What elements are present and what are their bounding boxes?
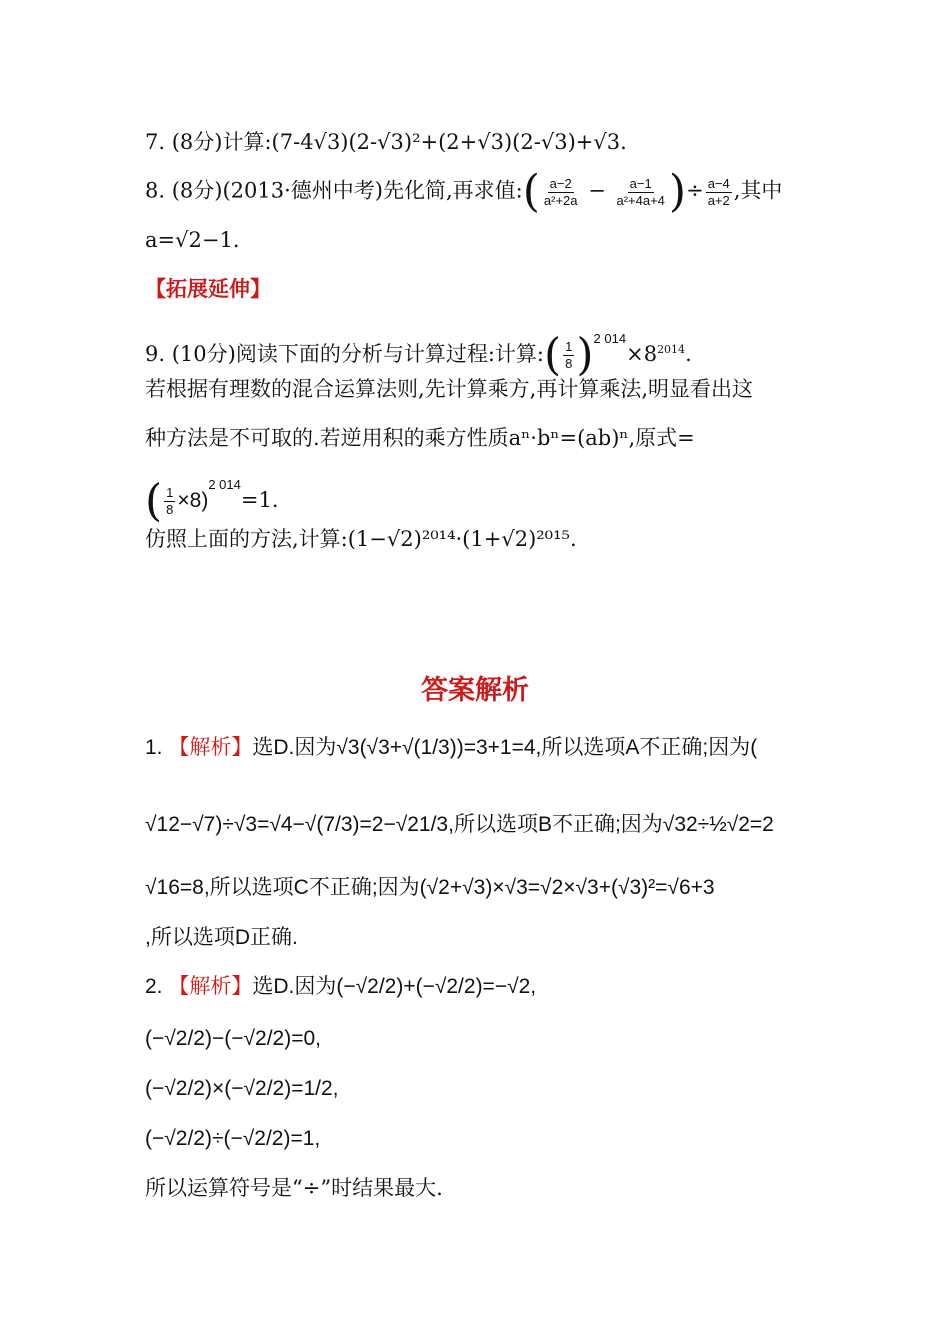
- answer-1-line-2: √12−√7)÷√3=√4−√(7/3)=2−√21/3,所以选项B不正确;因为√32÷½√2=2: [145, 813, 774, 836]
- question-8: 8. (8分)(2013·德州中考)先化简,再求值:( $\frac{a-2}{\text{a²+2a}}$ − $\frac{a-1}{\text{a²+4a+4}}$ )÷ $\frac{a-4}{a+2}$ ,其中: [145, 166, 783, 217]
- q9-line-2: 若根据有理数的混合运算法则,先计算乘方,再计算乘法,明显看出这: [145, 377, 754, 401]
- q8-condition: a=√2−1.: [145, 228, 240, 252]
- q8-fraction-2: $\frac{a-1}{\text{a²+4a+4}}$: [616, 175, 665, 208]
- question-7: [145, 127, 627, 157]
- answer-2-line-2: (−√2/2)−(−√2/2)=0,: [145, 1027, 321, 1050]
- q7-number: 7. (8分)计算:: [145, 130, 272, 154]
- answers-title: 答案解析: [421, 675, 529, 706]
- answer-2-line-4: (−√2/2)÷(−√2/2)=1,: [145, 1127, 321, 1150]
- q9-line-3: 种方法是不可取的.若逆用积的乘方性质aⁿ·bⁿ=(ab)ⁿ,原式=: [145, 426, 695, 450]
- q8-number: 8. (8分)(2013·德州中考)先化简,再求值:: [145, 178, 523, 203]
- answer-1-line-1: 1. 【解析】选D.因为√3(√3+√(1/3))=3+1=4,所以选项A不正确;因为(: [145, 736, 758, 759]
- q9-line-5: 仿照上面的方法,计算:(1−√2)²⁰¹⁴·(1+√2)²⁰¹⁵.: [145, 527, 577, 551]
- a1-number: 1.: [145, 736, 163, 759]
- answer-1-line-4: ,所以选项D正确.: [145, 926, 298, 949]
- q7-expression: (7-4√3)(2-√3)²+(2+√3)(2-√3)+√3.: [271, 130, 627, 154]
- q9-number: 9. (10分)阅读下面的分析与计算过程:计算:: [145, 342, 544, 366]
- q9-line-4: ( $\frac{1}{8}$ ×8)$^{2 014}$=1.: [145, 475, 279, 527]
- q8-fraction-3: $\frac{a-4}{a+2}$: [707, 175, 730, 208]
- answer-2-line-3: (−√2/2)×(−√2/2)=1/2,: [145, 1077, 339, 1100]
- a1-tag: 【解析】: [168, 736, 253, 759]
- answer-2-line-5: 所以运算符号是“÷”时结果最大.: [145, 1176, 443, 1200]
- answer-2-line-1: 2. 【解析】选D.因为(−√2/2)+(−√2/2)=−√2,: [145, 975, 537, 998]
- q9-line4-fraction: $\frac{1}{8}$: [166, 485, 174, 517]
- answer-1-line-3: √16=8,所以选项C不正确;因为(√2+√3)×√3=√2×√3+(√3)²=√6+3: [145, 876, 715, 899]
- a2-tag: 【解析】: [168, 975, 253, 998]
- q8-fraction-1: $\frac{a-2}{\text{a²+2a}}$: [543, 175, 578, 208]
- section-label: 【拓展延伸】: [145, 276, 271, 301]
- question-9: 9. (10分)阅读下面的分析与计算过程:计算:( $\frac{1}{8}$ )$^{2 014}\times 8^{2014}$.: [145, 329, 692, 381]
- a2-number: 2.: [145, 975, 163, 998]
- q9-fraction: $\frac{1}{8}$: [565, 339, 573, 371]
